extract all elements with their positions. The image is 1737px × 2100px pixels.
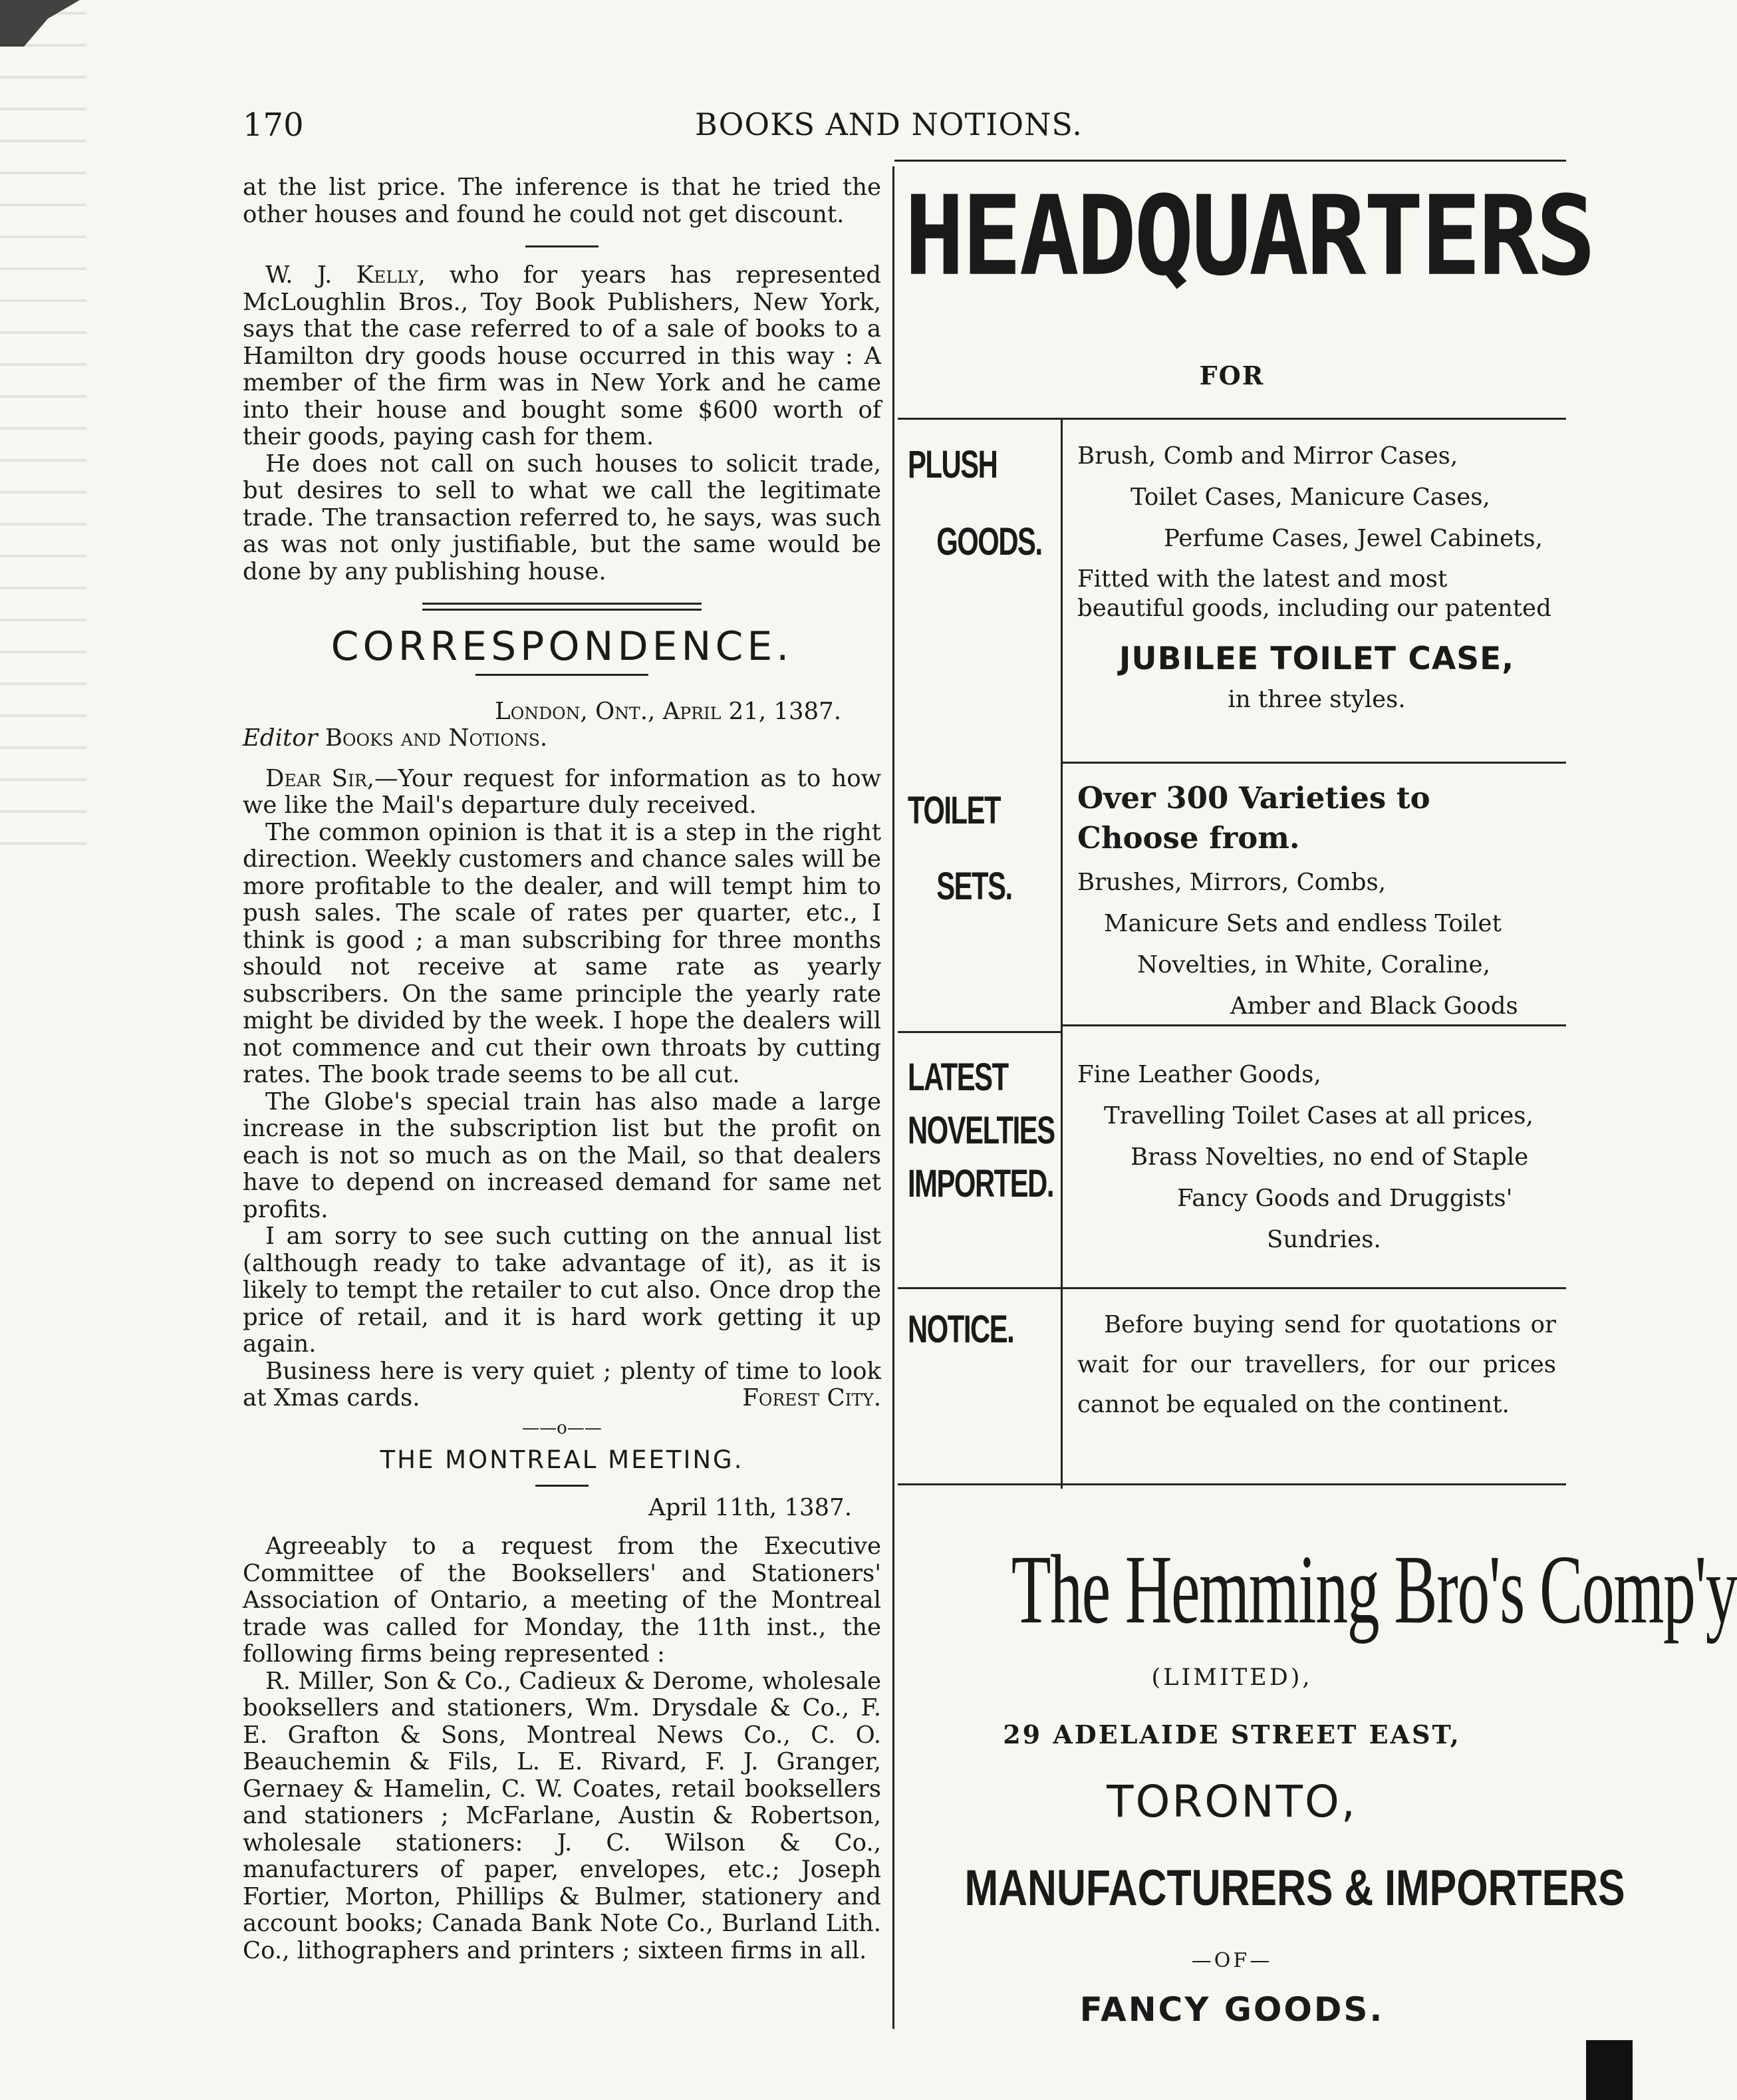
- ad-line: in three styles.: [1228, 686, 1406, 713]
- ad-line: Travelling Toilet Cases at all prices,: [1104, 1102, 1534, 1129]
- paragraph-text: —Your request for information as to how we like the Mail's departure duly received.: [243, 764, 881, 819]
- addressee: [243, 725, 881, 752]
- left-column: [243, 174, 881, 1964]
- signature: Forest City.: [742, 1384, 881, 1412]
- separator: ——o——: [522, 1418, 602, 1438]
- scan-margin-artifact: [0, 0, 86, 865]
- ad-line: Sundries.: [1267, 1226, 1381, 1253]
- side-label-toilet: [908, 785, 1015, 913]
- ad-line: Brushes, Mirrors, Combs,: [1077, 869, 1386, 896]
- of-line: —OF—: [1191, 1949, 1273, 1972]
- company-city: TORONTO,: [1107, 1776, 1357, 1827]
- ad-highlight: Over 300 Varieties to Choose from.: [1077, 780, 1430, 855]
- ad-rule: [1063, 1287, 1566, 1289]
- ad-line: Perfume Cases, Jewel Cabinets,: [1164, 525, 1543, 552]
- ad-line: Toilet Cases, Manicure Cases,: [1131, 484, 1490, 511]
- ad-rule: [898, 418, 1566, 420]
- paragraph: [243, 262, 881, 451]
- paragraph: I am sorry to see such cutting on the annual list (although ready to take advantage of it), as it is likely to tempt the retailer to cut also. Once drop the price of retail, and it is hard work getting it up again.: [243, 1223, 881, 1358]
- side-label-text: LATEST: [908, 1056, 1008, 1099]
- paragraph: The common opinion is that it is a step in the right direction. Weekly customers and chance sales will be more profitable to the dealer, and will tempt him to push sales. The scale of rates per quarter, etc., I think is good ; a man subscribing for three months should not receive at same rate as yearly subscribers. On the same principle the yearly rate might be divided by the week. I hope the dealers will not commence and cut their own throats by cutting rates. The book trade seems to be all cut.: [243, 818, 881, 1088]
- company-name: The Hemming Bro's Comp'y: [1011, 1535, 1737, 1644]
- ad-headline: HEADQUARTERS: [904, 173, 1593, 301]
- ad-for: FOR: [1199, 361, 1265, 390]
- ad-column-rule: [1061, 418, 1063, 1489]
- paragraph-text: who for years has represented McLoughlin Bros., Toy Book Publishers, New York, says that the case referred to of a sale of books to a Hamilton dry goods house occurred in this way : A member of the firm was in New York and he came into their house and bought some $600 worth of their goods, paying cash for them.: [243, 261, 881, 450]
- section-heading: THE MONTREAL MEETING.: [380, 1445, 744, 1474]
- ad-rule: [1063, 762, 1566, 764]
- ad-line: Brush, Comb and Mirror Cases,: [1077, 442, 1458, 470]
- double-rule: [422, 603, 702, 605]
- salutation: Dear Sir,: [265, 764, 374, 792]
- product-name: JUBILEE TOILET CASE,: [1119, 641, 1515, 677]
- ad-line: Manicure Sets and endless Toilet: [1104, 910, 1502, 937]
- paragraph: [243, 766, 881, 820]
- company-address: 29 ADELAIDE STREET EAST,: [1003, 1720, 1461, 1749]
- running-title: BOOKS AND NOTIONS.: [695, 106, 1083, 142]
- ad-line: Brass Novelties, no end of Staple: [1131, 1143, 1529, 1171]
- company-role: MANUFACTURERS & IMPORTERS: [964, 1860, 1625, 1916]
- ad-line: Fancy Goods and Druggists': [1177, 1185, 1513, 1212]
- side-label-text: NOTICE.: [908, 1308, 1014, 1351]
- paragraph: at the list price. The inference is that he tried the other houses and found he could not get discount.: [243, 174, 881, 228]
- advertisement: [898, 160, 1737, 2029]
- divider: [475, 674, 648, 676]
- side-label-plush: [908, 439, 1042, 568]
- paragraph: R. Miller, Son & Co., Cadieux & Derome, wholesale booksellers and stationers, Wm. Drysdale & Co., F. E. Grafton & Sons, Montreal News Co., C. O. Beauchemin & Fils, L. E. Rivard, F. J. Granger, Gernaey & Hamelin, C. W. Coates, retail booksellers and stationers ; McFarlane, Austin & Robertson, wholesale stationers: J. C. Wilson & Co., manufacturers of paper, envelopes, etc.; Joseph Fortier, Morton, Phillips & Bulmer, stationery and account books; Canada Bank Note Co., Burland Lith. Co., lithographers and printers ; sixteen firms in all.: [243, 1667, 881, 1964]
- addressee-text: Books and Notions.: [317, 724, 548, 752]
- side-label-latest: [908, 1051, 1055, 1211]
- plush-description: [1077, 436, 1556, 720]
- side-label-notice: [908, 1304, 1015, 1356]
- ad-rule: [1063, 1024, 1566, 1026]
- ad-line: Before buying send for quotations or wait for our travellers, for our prices cannot be equaled on the continent.: [1077, 1311, 1556, 1418]
- addressee-italic: Editor: [243, 724, 318, 752]
- divider: [535, 1485, 589, 1487]
- ad-rule: [898, 1031, 1061, 1033]
- toilet-description: [1077, 778, 1556, 1027]
- side-label-text: SETS.: [936, 865, 1012, 908]
- side-label-text: IMPORTED.: [908, 1162, 1054, 1205]
- ad-line: Fine Leather Goods,: [1077, 1061, 1321, 1088]
- notice-description: [1077, 1305, 1556, 1425]
- ad-line: Novelties, in White, Coraline,: [1137, 951, 1490, 978]
- column-rule: [892, 166, 894, 2029]
- scan-corner-artifact: [1586, 2040, 1633, 2100]
- page-header: [243, 106, 1566, 146]
- company-limited: (LIMITED),: [1151, 1664, 1313, 1691]
- double-rule: [422, 609, 702, 611]
- side-label-text: GOODS.: [936, 520, 1042, 563]
- goods-line: FANCY GOODS.: [1079, 1990, 1385, 2029]
- dateline: April 11th, 1387.: [648, 1493, 852, 1521]
- page-number: 170: [243, 106, 304, 144]
- dateline: London, Ont., April 21, 1387.: [495, 697, 841, 725]
- paragraph: Agreeably to a request from the Executive Committee of the Booksellers' and Stationers' Association of Ontario, a meeting of the Montreal trade was called for Monday, the 11th inst., the following firms being represented :: [243, 1533, 881, 1668]
- latest-description: [1077, 1054, 1556, 1261]
- section-heading: CORRESPONDENCE.: [331, 623, 793, 670]
- paragraph-text: Business here is very quiet ; plenty of time to look at Xmas cards.: [243, 1357, 881, 1412]
- paragraph: The Globe's special train has also made a large increase in the subscription list but the profit on each is not so much as on the Mail, so that dealers have to depend on increased demand for same net profits.: [243, 1088, 881, 1223]
- side-label-text: NOVELTIES: [908, 1109, 1055, 1152]
- paragraph: [243, 1358, 881, 1412]
- ad-line: Amber and Black Goods: [1230, 992, 1518, 1020]
- ad-rule: [898, 1483, 1566, 1485]
- person-name: W. J. Kelly,: [265, 261, 426, 289]
- paragraph: He does not call on such houses to solicit trade, but desires to sell to what we call the legitimate trade. The transaction referred to, he says, was such as was not only justifiable, but the same would be done by any publishing house.: [243, 450, 881, 585]
- ad-line: Fitted with the latest and most beautiful goods, including our patented: [1077, 565, 1551, 622]
- divider: [525, 245, 599, 247]
- ad-rule: [898, 1287, 1061, 1289]
- side-label-text: PLUSH: [908, 443, 998, 486]
- side-label-text: TOILET: [908, 789, 1001, 832]
